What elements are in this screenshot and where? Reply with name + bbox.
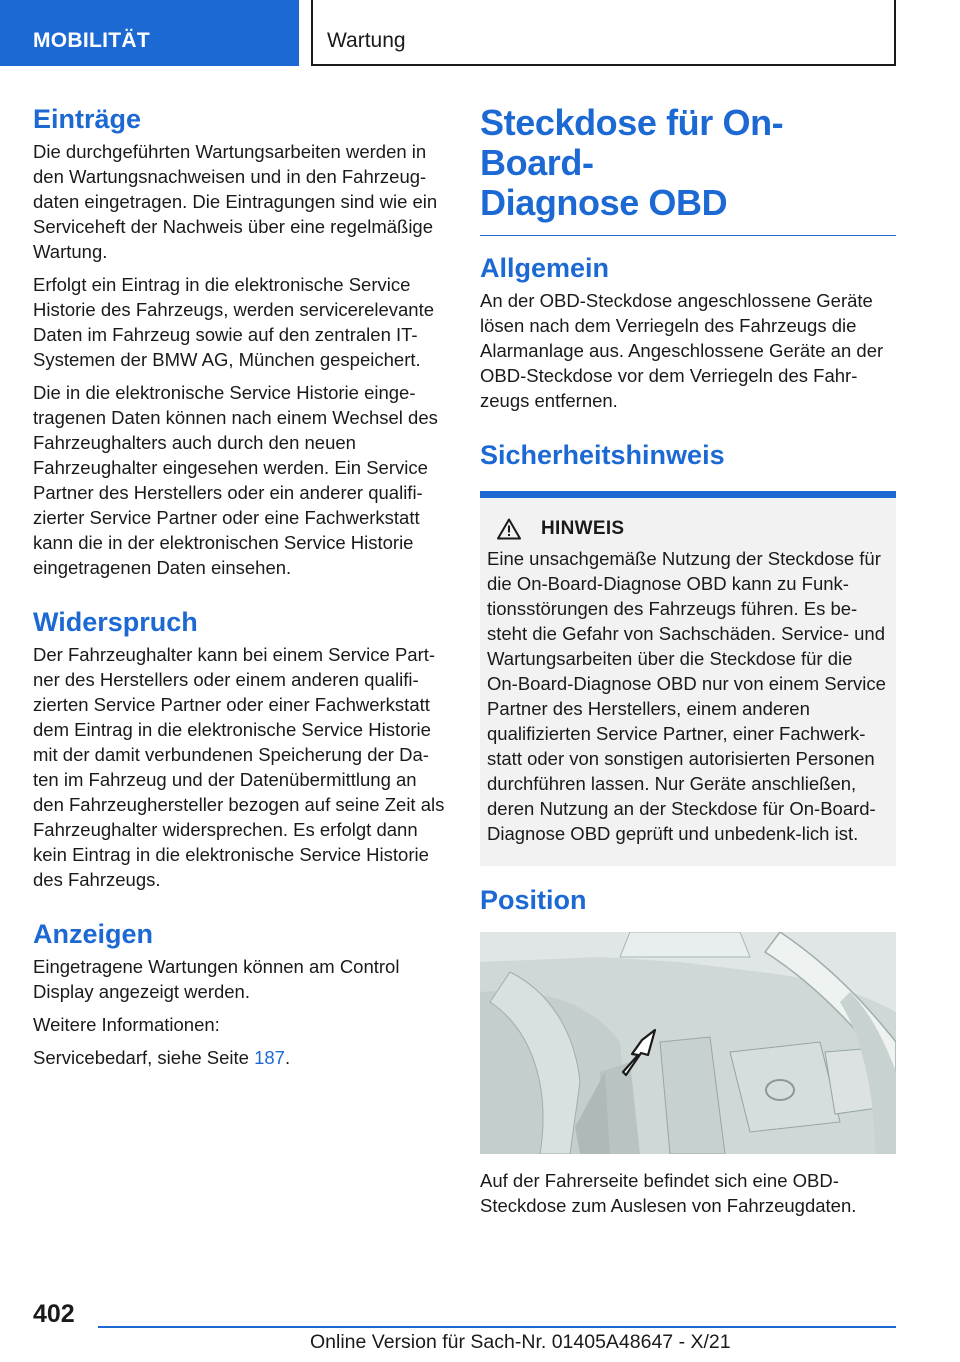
right-column xyxy=(480,103,896,1226)
page-link-187[interactable]: 187 xyxy=(254,1047,285,1068)
reference-suffix: . xyxy=(284,1047,291,1068)
heading-eintraege: Einträge xyxy=(33,104,142,134)
heading-widerspruch: Widerspruch xyxy=(33,607,198,637)
heading-anzeigen: Anzeigen xyxy=(33,919,154,949)
heading-position: Position xyxy=(480,885,587,915)
footwell-illustration xyxy=(480,932,896,1154)
notice-top-bar xyxy=(480,491,896,498)
footer-version-text: Online Version für Sach-Nr. 01405A48647 - X/21 xyxy=(310,1331,731,1353)
notice-title: HINWEIS xyxy=(541,518,625,539)
eintraege-paragraph-1: Die durchgeführten Wartungsarbeiten werden in den Wartungsnachweisen und in den Fahrzeug-daten eingetragen. Die Eintragungen sind wie ein Serviceheft der Nachweis über eine regelmäßige Wartung. xyxy=(33,141,438,262)
figure-caption: Auf der Fahrerseite befindet sich eine OBD-Steckdose zum Auslesen von Fahrzeugdaten. xyxy=(480,1170,857,1216)
chapter-title: Wartung xyxy=(311,0,896,66)
eintraege-paragraph-3: Die in die elektronische Service Historie einge-tragenen Daten können nach einem Wechsel des Fahrzeughalters auch durch den neuen Fahrzeughalter eingesehen werden. Ein Service Partner des Herstellers oder ein anderer qualifi-zierter Service Partner oder eine Fachwerkstatt kann die in der elektronischen Service Historie eingetragenen Daten einsehen. xyxy=(33,382,438,578)
page-header xyxy=(0,0,960,66)
page-title-line-2: Diagnose OBD xyxy=(480,182,728,223)
page-title xyxy=(480,103,896,223)
eintraege-paragraph-2: Erfolgt ein Eintrag in die elektronische Service Historie des Fahrzeugs, werden servicerelevante Daten im Fahrzeug sowie auf den zentralen IT-Systemen der BMW AG, München gespeichert. xyxy=(33,274,435,370)
heading-sicherheitshinweis: Sicherheitshinweis xyxy=(480,440,725,470)
reference-prefix: Servicebedarf, siehe Seite xyxy=(33,1047,255,1068)
warning-triangle-icon xyxy=(497,518,521,540)
title-divider xyxy=(480,235,896,236)
heading-allgemein: Allgemein xyxy=(480,253,610,283)
notice-box xyxy=(480,498,896,866)
page-number: 402 xyxy=(33,1300,75,1328)
page-title-line-1: Steckdose für On-Board- xyxy=(480,102,784,183)
notice-text: Eine unsachgemäße Nutzung der Steckdose für die On-Board-Diagnose OBD kann zu Funk-tionsstörungen des Fahrzeugs führen. Es be-steht die Gefahr von Sachschäden. Service- und Wartungsarbeiten über die Steckdose für die On-Board-Diagnose OBD nur von einem Service Partner des Herstellers, einem anderen qualifizierten Service Partner, einer Fachwerk-statt oder von sonstigen autorisierten Personen durchführen lassen. Nur Geräte anschließen, deren Nutzung an der Steckdose für On-Board-Diagnose OBD geprüft und unbedenk-lich ist. xyxy=(487,548,886,844)
anzeigen-paragraph-1: Eingetragene Wartungen können am Control Display angezeigt werden. xyxy=(33,956,400,1002)
footer-divider xyxy=(98,1326,896,1328)
obd-position-illustration xyxy=(480,932,896,1154)
section-tab: MOBILITÄT xyxy=(0,0,299,66)
left-column xyxy=(33,103,451,1078)
widerspruch-paragraph: Der Fahrzeughalter kann bei einem Service Part-ner des Herstellers oder einem anderen qualifi-zierten Service Partner oder einer Fachwerkstatt dem Eintrag in die elektronische Service Historie mit der damit verbundenen Speicherung der Da-ten im Fahrzeug und der Datenübermittlung an den Fahrzeughersteller bezogen auf seine Zeit als Fahrzeughalter widersprechen. Es erfolgt dann kein Eintrag in die elektronische Service Historie des Fahrzeugs. xyxy=(33,644,445,890)
servicebedarf-reference xyxy=(33,1045,451,1070)
notice-header xyxy=(487,518,888,540)
anzeigen-paragraph-2: Weitere Informationen: xyxy=(33,1014,220,1035)
allgemein-paragraph: An der OBD-Steckdose angeschlossene Geräte lösen nach dem Verriegeln des Fahrzeugs die Alarmanlage aus. Angeschlossene Geräte an der OBD-Steckdose vor dem Verriegeln des Fahr-zeugs entfernen. xyxy=(480,290,884,411)
